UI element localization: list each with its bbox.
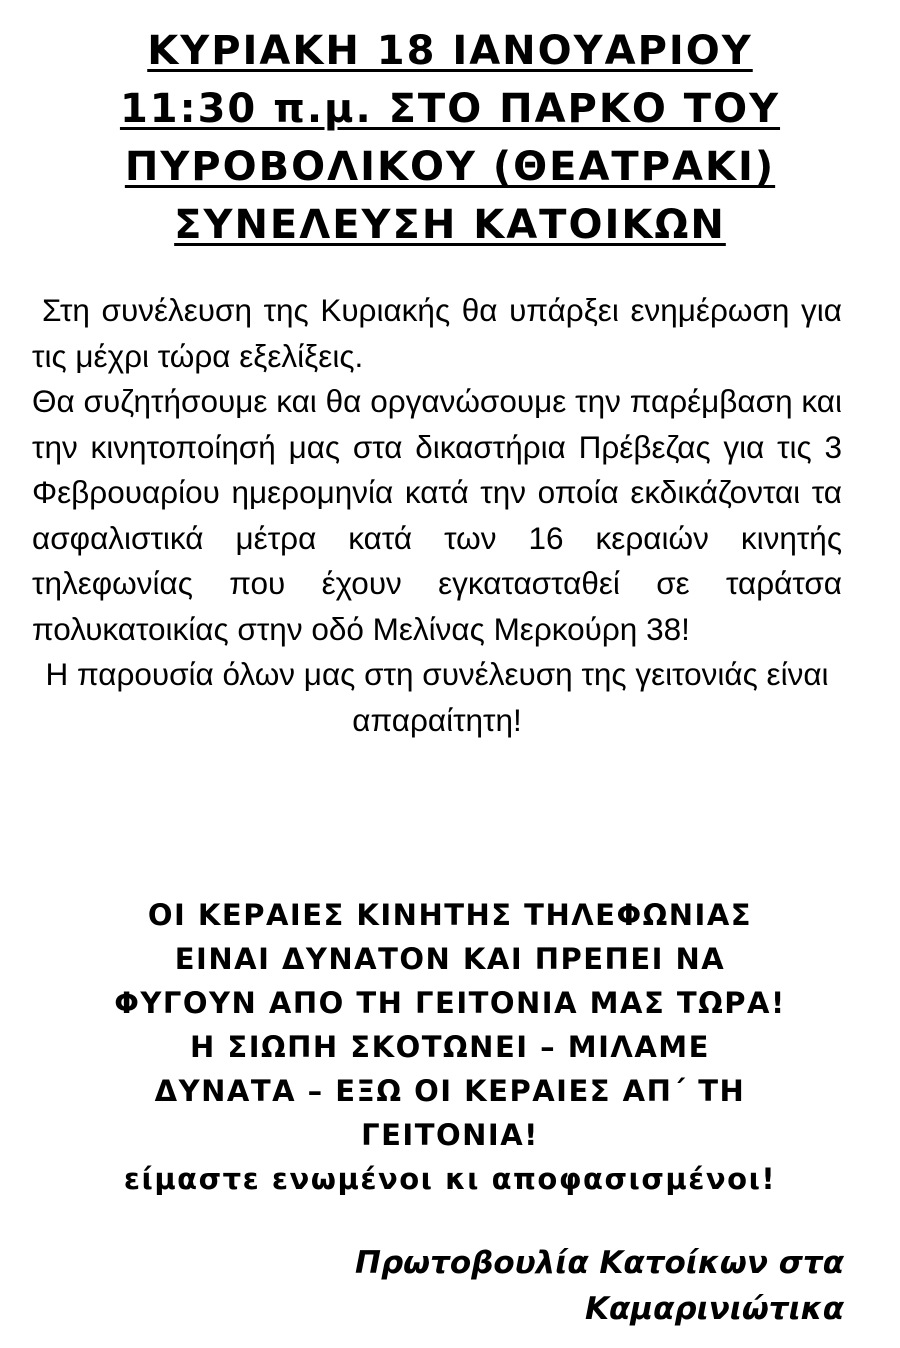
signature	[144, 1240, 844, 1332]
body-text	[32, 288, 842, 743]
headline-title-text: ΣΥΝΕΛΕΥΣΗ ΚΑΤΟΙΚΩΝ	[174, 202, 726, 248]
slogan-line-1: ΟΙ ΚΕΡΑΙΕΣ ΚΙΝΗΤΗΣ ΤΗΛΕΦΩΝΙΑΣ	[147, 898, 753, 932]
slogan-line-4: Η ΣΙΩΠΗ ΣΚΟΤΩΝΕΙ – ΜΙΛΑΜΕ	[190, 1030, 710, 1064]
headline-location	[40, 138, 860, 196]
slogan-line-2: ΕΙΝΑΙ ΔΥΝΑΤΟΝ ΚΑΙ ΠΡΕΠΕΙ ΝΑ	[174, 942, 726, 976]
headline-time-place	[40, 80, 860, 138]
slogan-block	[30, 893, 870, 1201]
signature-line-1: Πρωτοβουλία Κατοίκων στα	[355, 1245, 844, 1281]
slogan-line-7: είμαστε ενωμένοι κι αποφασισμένοι!	[123, 1162, 777, 1196]
headline-location-text: ΠΥΡΟΒΟΛΙΚΟΥ (ΘΕΑΤΡΑΚΙ)	[124, 144, 776, 190]
slogan-line-5: ΔΥΝΑΤΑ – ΕΞΩ ΟΙ ΚΕΡΑΙΕΣ ΑΠ΄ ΤΗ	[154, 1074, 746, 1108]
slogan-line-6: ΓΕΙΤΟΝΙΑ!	[361, 1118, 539, 1152]
headline-title	[40, 196, 860, 254]
body-paragraph-3: Η παρουσία όλων μας στη συνέλευση της γειτονιάς είναι απαραίτητη!	[45, 656, 829, 738]
body-paragraph-2: Θα συζητήσουμε και θα οργανώσουμε την παρέμβαση και την κινητοποίησή μας στα δικαστήρια Πρέβεζας για τις 3 Φεβρουαρίου ημερομηνία κατά την οποία εκδικάζονται τα ασφαλιστικά μέτρα κατά των 16 κεραιών κινητής τηλεφωνίας που έχουν εγκατασταθεί σε ταράτσα πολυκατοικίας στην οδό Μελίνας Μερκούρη 38!	[32, 383, 842, 647]
headline-date-text: ΚΥΡΙΑΚΗ 18 ΙΑΝΟΥΑΡΙΟΥ	[147, 28, 753, 74]
slogan-line-3: ΦΥΓΟΥΝ ΑΠΟ ΤΗ ΓΕΙΤΟΝΙΑ ΜΑΣ ΤΩΡΑ!	[114, 986, 786, 1020]
body-paragraph-1: Στη συνέλευση της Κυριακής θα υπάρξει ενημέρωση για τις μέχρι τώρα εξελίξεις.	[32, 292, 842, 374]
headline-date	[40, 22, 860, 80]
headline-time-place-text: 11:30 π.μ. ΣΤΟ ΠΑΡΚΟ ΤΟΥ	[119, 86, 781, 132]
signature-line-2: Καμαρινιώτικα	[584, 1291, 844, 1327]
